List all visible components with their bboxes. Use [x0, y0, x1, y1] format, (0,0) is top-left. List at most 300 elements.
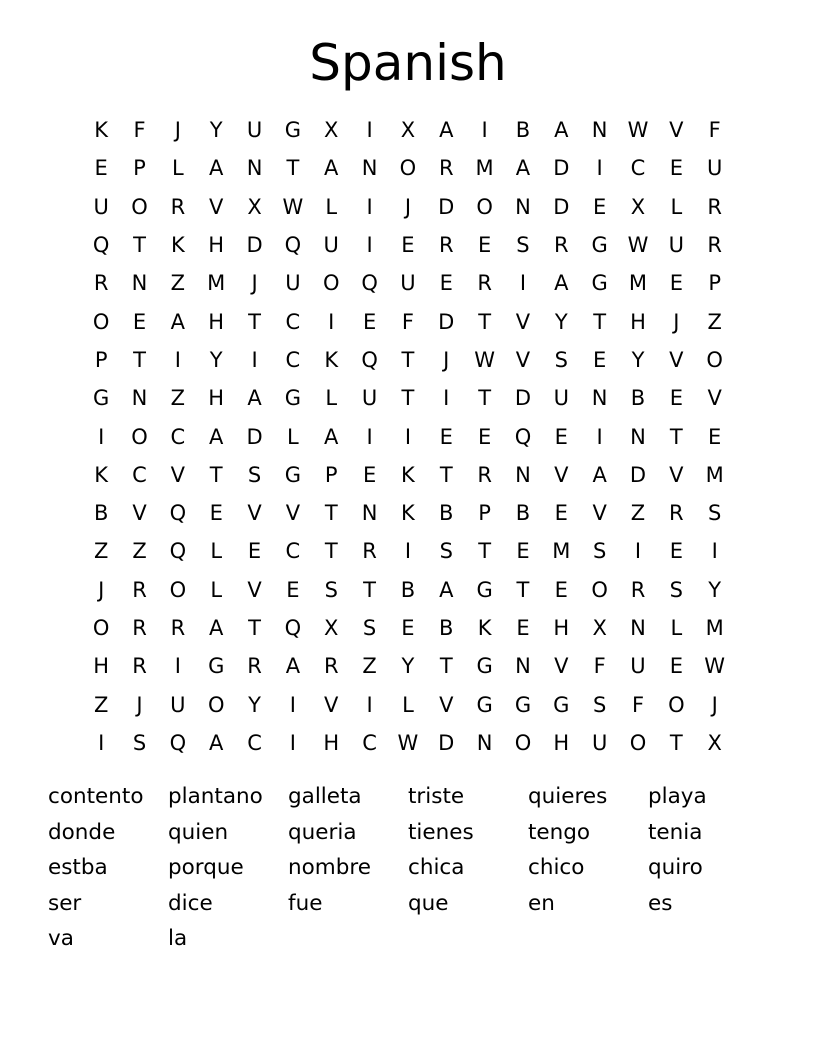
grid-letter: B — [630, 386, 646, 411]
grid-letter: L — [287, 424, 299, 449]
grid-letter: E — [554, 577, 568, 602]
grid-letter: Q — [284, 233, 302, 258]
grid-letter: M — [475, 156, 494, 181]
grid-letter: P — [708, 271, 721, 296]
grid-letter: E — [669, 156, 683, 181]
grid-letter: X — [707, 730, 722, 755]
grid-letter: E — [286, 577, 300, 602]
grid-letter: U — [285, 271, 301, 296]
grid-letter: X — [400, 118, 416, 143]
grid-letter: U — [591, 730, 608, 755]
grid-letter: W — [627, 233, 649, 258]
grid-letter: I — [98, 424, 105, 449]
grid-letter: E — [401, 233, 415, 258]
word-search-grid — [82, 111, 734, 762]
grid-letter: K — [170, 233, 185, 258]
grid-letter: E — [362, 462, 377, 487]
grid-letter: A — [554, 271, 569, 296]
grid-letter: R — [323, 654, 339, 679]
grid-letter: O — [591, 577, 608, 602]
grid-letter: T — [133, 233, 146, 258]
grid-letter: T — [669, 730, 683, 755]
grid-letter: R — [630, 577, 646, 602]
grid-letter: G — [476, 654, 493, 679]
grid-letter: D — [629, 462, 647, 487]
grid-letter: Y — [248, 692, 261, 717]
grid-letter: S — [247, 462, 262, 487]
grid-letter: G — [208, 654, 225, 679]
grid-letter: T — [478, 539, 492, 564]
grid-letter: T — [401, 386, 415, 411]
grid-row — [82, 724, 734, 762]
grid-letter: Z — [132, 539, 147, 564]
grid-letter: T — [363, 577, 376, 602]
grid-letter: M — [207, 271, 226, 296]
word-list-item: tenia — [648, 819, 703, 845]
grid-letter: O — [207, 692, 225, 717]
grid-letter: N — [591, 386, 608, 411]
grid-letter: N — [131, 386, 148, 411]
grid-letter: I — [251, 347, 258, 372]
grid-letter: F — [593, 654, 606, 679]
grid-letter: V — [324, 692, 339, 717]
grid-letter: U — [361, 386, 378, 411]
grid-letter: O — [322, 271, 340, 296]
grid-letter: Z — [362, 654, 377, 679]
grid-letter: T — [439, 462, 453, 487]
grid-letter: L — [402, 692, 414, 717]
grid-letter: H — [553, 730, 570, 755]
grid-letter: G — [284, 462, 302, 487]
grid-row — [82, 188, 734, 226]
grid-letter: R — [132, 616, 147, 640]
grid-letter: R — [132, 654, 147, 679]
grid-letter: E — [439, 271, 453, 296]
grid-letter: S — [132, 730, 147, 755]
grid-letter: C — [285, 309, 301, 334]
grid-letter: V — [515, 309, 531, 334]
grid-letter: J — [711, 692, 718, 717]
grid-letter: V — [707, 386, 722, 411]
word-list-item: ser — [48, 890, 82, 916]
grid-letter: D — [246, 424, 263, 449]
grid-letter: O — [92, 309, 110, 334]
grid-letter: V — [669, 462, 684, 487]
grid-letter: C — [285, 347, 301, 372]
grid-row — [82, 341, 734, 379]
grid-letter: R — [132, 577, 147, 602]
grid-letter: I — [596, 156, 603, 181]
grid-letter: D — [438, 309, 455, 334]
word-list-item: que — [408, 890, 449, 916]
grid-letter: E — [209, 501, 223, 526]
grid-row — [82, 532, 734, 570]
grid-letter: L — [670, 616, 683, 640]
grid-letter: P — [94, 347, 108, 372]
grid-letter: Q — [169, 730, 187, 755]
grid-letter: K — [401, 501, 415, 526]
grid-letter: L — [210, 539, 223, 564]
grid-row — [82, 379, 734, 417]
grid-letter: S — [516, 233, 530, 258]
grid-letter: X — [324, 118, 339, 143]
word-list-item: dice — [168, 890, 213, 916]
grid-letter: A — [515, 156, 531, 181]
grid-letter: G — [284, 118, 302, 143]
grid-letter: P — [478, 501, 491, 526]
grid-letter: S — [669, 577, 683, 602]
grid-letter: E — [669, 271, 683, 296]
grid-letter: N — [361, 501, 378, 526]
grid-letter: J — [136, 692, 143, 717]
grid-letter: Z — [707, 309, 722, 334]
grid-letter: R — [707, 194, 722, 219]
grid-row — [82, 264, 734, 302]
grid-letter: B — [93, 501, 109, 526]
grid-letter: U — [323, 233, 339, 258]
grid-letter: B — [439, 501, 454, 526]
grid-letter: E — [247, 539, 262, 564]
word-list-item: quiro — [648, 855, 703, 881]
grid-letter: W — [627, 118, 649, 143]
grid-letter: I — [289, 730, 296, 755]
grid-row — [82, 302, 734, 340]
grid-letter: I — [404, 424, 412, 449]
grid-letter: A — [209, 424, 224, 449]
grid-letter: R — [669, 501, 684, 526]
word-list-item: quien — [168, 819, 229, 845]
grid-letter: E — [593, 347, 607, 372]
grid-letter: A — [592, 462, 607, 487]
word-list-item: plantano — [168, 784, 263, 809]
grid-letter: U — [246, 118, 263, 143]
grid-letter: O — [169, 577, 187, 602]
grid-letter: G — [591, 271, 608, 296]
grid-letter: O — [629, 730, 647, 755]
word-list-item: fue — [288, 890, 323, 916]
grid-letter: V — [247, 577, 262, 602]
grid-letter: C — [132, 462, 147, 487]
grid-letter: Z — [170, 271, 186, 296]
grid-letter: F — [708, 118, 721, 143]
grid-letter: T — [324, 539, 338, 564]
grid-letter: W — [397, 730, 419, 755]
grid-letter: A — [324, 424, 339, 449]
grid-letter: R — [477, 462, 492, 487]
grid-letter: I — [481, 118, 488, 143]
word-list-item: porque — [168, 855, 244, 881]
grid-letter: X — [630, 194, 646, 219]
grid-letter: O — [668, 692, 685, 717]
grid-letter: I — [366, 424, 373, 449]
grid-letter: I — [174, 347, 181, 372]
grid-row — [82, 111, 734, 149]
grid-letter: W — [474, 347, 495, 372]
grid-letter: A — [324, 156, 339, 181]
grid-row — [82, 685, 734, 723]
grid-letter: I — [519, 271, 527, 296]
grid-letter: Z — [630, 501, 646, 526]
word-list-item: la — [168, 926, 188, 952]
grid-letter: V — [669, 347, 684, 372]
grid-letter: V — [669, 118, 684, 143]
grid-letter: E — [477, 424, 492, 449]
grid-letter: E — [132, 309, 147, 334]
grid-letter: I — [174, 654, 181, 679]
grid-letter: T — [669, 424, 683, 449]
grid-letter: K — [94, 462, 109, 487]
word-list-item: quieres — [528, 784, 608, 809]
word-list-item: nombre — [288, 855, 371, 881]
grid-letter: L — [172, 156, 184, 181]
grid-letter: V — [515, 347, 531, 372]
grid-letter: I — [711, 539, 718, 564]
grid-letter: A — [285, 654, 301, 679]
grid-letter: P — [324, 462, 338, 487]
grid-letter: B — [400, 577, 416, 602]
grid-letter: L — [670, 194, 683, 219]
grid-letter: A — [170, 309, 186, 334]
grid-letter: H — [630, 309, 646, 334]
grid-letter: N — [476, 730, 493, 755]
grid-letter: K — [324, 347, 339, 372]
grid-letter: N — [630, 616, 646, 640]
grid-letter: Y — [554, 309, 568, 334]
grid-letter: R — [170, 616, 186, 640]
grid-letter: R — [707, 233, 722, 258]
grid-letter: R — [477, 271, 492, 296]
grid-letter: Q — [92, 233, 110, 258]
grid-letter: T — [209, 462, 223, 487]
grid-letter: T — [324, 501, 338, 526]
word-list-item: tienes — [408, 819, 474, 845]
word-list-item: va — [48, 926, 74, 952]
grid-letter: A — [209, 616, 224, 640]
grid-letter: V — [247, 501, 262, 526]
grid-letter: D — [553, 194, 570, 219]
word-list-item: contento — [48, 784, 144, 809]
grid-letter: U — [630, 654, 646, 679]
grid-letter: F — [631, 692, 645, 717]
grid-letter: L — [325, 194, 338, 219]
grid-letter: H — [208, 386, 225, 411]
grid-letter: C — [247, 730, 262, 755]
grid-letter: I — [634, 539, 642, 564]
word-list-item: playa — [648, 784, 707, 809]
grid-letter: K — [477, 616, 492, 640]
grid-letter: M — [628, 271, 648, 296]
grid-letter: I — [366, 233, 373, 258]
grid-letter: T — [401, 347, 415, 372]
grid-letter: W — [704, 654, 726, 679]
grid-letter: F — [133, 118, 146, 143]
grid-letter: V — [132, 501, 147, 526]
grid-letter: Q — [361, 347, 378, 372]
grid-row — [82, 417, 734, 455]
grid-letter: E — [669, 386, 683, 411]
word-list-item: queria — [288, 819, 357, 845]
grid-letter: C — [170, 424, 186, 449]
grid-letter: N — [630, 424, 646, 449]
word-list-item: donde — [48, 819, 116, 845]
grid-letter: M — [552, 539, 571, 564]
grid-letter: U — [400, 271, 416, 296]
grid-letter: U — [553, 386, 569, 411]
grid-letter: E — [669, 654, 683, 679]
grid-letter: N — [515, 462, 531, 487]
grid-letter: V — [592, 501, 607, 526]
grid-letter: A — [554, 118, 569, 143]
grid-letter: J — [404, 194, 412, 219]
grid-letter: J — [251, 271, 258, 296]
grid-letter: V — [209, 194, 224, 219]
grid-letter: R — [438, 233, 454, 258]
grid-letter: X — [324, 616, 339, 640]
grid-letter: E — [593, 194, 607, 219]
grid-letter: S — [554, 347, 568, 372]
grid-letter: Z — [93, 539, 109, 564]
word-list-item: en — [528, 890, 555, 916]
grid-letter: B — [515, 501, 531, 526]
grid-letter: E — [669, 539, 683, 564]
grid-letter: T — [248, 616, 261, 640]
grid-letter: H — [93, 654, 110, 679]
grid-letter: U — [706, 156, 723, 181]
grid-letter: I — [328, 309, 335, 334]
page-title: Spanish — [309, 34, 507, 92]
word-list-item: triste — [408, 784, 465, 809]
grid-letter: E — [362, 309, 377, 334]
grid-row — [82, 571, 734, 609]
grid-letter: N — [246, 156, 263, 181]
grid-letter: J — [673, 309, 680, 334]
grid-letter: I — [596, 424, 603, 449]
grid-letter: E — [554, 424, 568, 449]
grid-letter: H — [208, 233, 225, 258]
grid-letter: G — [514, 692, 532, 717]
grid-letter: Y — [631, 347, 645, 372]
grid-letter: O — [399, 156, 417, 181]
grid-letter: I — [98, 730, 105, 755]
grid-letter: G — [284, 386, 302, 411]
grid-letter: L — [325, 386, 338, 411]
grid-letter: A — [247, 386, 262, 411]
grid-letter: C — [630, 156, 646, 181]
grid-letter: J — [443, 347, 450, 372]
grid-letter: O — [706, 347, 723, 372]
grid-letter: Q — [514, 424, 532, 449]
grid-letter: T — [593, 309, 607, 334]
word-list-item: chico — [528, 855, 585, 881]
grid-letter: R — [362, 539, 377, 564]
grid-letter: R — [438, 156, 454, 181]
grid-letter: A — [439, 577, 454, 602]
grid-letter: T — [133, 347, 146, 372]
grid-letter: G — [553, 692, 570, 717]
grid-letter: E — [516, 616, 530, 640]
grid-letter: T — [478, 386, 492, 411]
grid-letter: E — [708, 424, 722, 449]
grid-letter: A — [439, 118, 454, 143]
grid-letter: C — [362, 730, 377, 755]
word-list-item: es — [648, 890, 673, 916]
grid-letter: N — [591, 118, 608, 143]
grid-letter: K — [401, 462, 415, 487]
grid-letter: I — [289, 692, 296, 717]
grid-letter: D — [553, 156, 570, 181]
grid-row — [82, 494, 734, 532]
grid-letter: A — [209, 156, 224, 181]
grid-letter: D — [514, 386, 532, 411]
grid-letter: D — [438, 730, 455, 755]
grid-row — [82, 226, 734, 264]
grid-letter: G — [476, 692, 493, 717]
grid-letter: S — [362, 616, 377, 640]
grid-letter: Y — [708, 577, 722, 602]
grid-letter: S — [592, 692, 607, 717]
grid-letter: Z — [170, 386, 186, 411]
grid-letter: D — [438, 194, 455, 219]
grid-letter: I — [366, 692, 373, 717]
grid-row — [82, 647, 734, 685]
grid-letter: H — [208, 309, 225, 334]
grid-letter: E — [554, 501, 568, 526]
grid-letter: O — [514, 730, 532, 755]
grid-letter: E — [439, 424, 453, 449]
grid-letter: T — [248, 309, 261, 334]
grid-letter: A — [209, 730, 224, 755]
grid-letter: I — [443, 386, 450, 411]
grid-letter: M — [705, 462, 724, 487]
grid-letter: Q — [361, 271, 378, 296]
grid-letter: B — [515, 118, 531, 143]
grid-letter: Y — [209, 347, 223, 372]
grid-letter: B — [439, 616, 454, 640]
word-list-item: tengo — [528, 819, 591, 845]
grid-letter: V — [554, 654, 569, 679]
grid-letter: S — [708, 501, 722, 526]
grid-letter: I — [366, 194, 373, 219]
word-list-item: galleta — [288, 784, 362, 809]
grid-letter: Y — [401, 654, 415, 679]
grid-letter: G — [591, 233, 608, 258]
grid-letter: U — [668, 233, 685, 258]
grid-letter: H — [553, 616, 570, 640]
grid-letter: D — [246, 233, 263, 258]
grid-letter: X — [592, 616, 607, 640]
grid-letter: R — [170, 194, 186, 219]
grid-letter: R — [247, 654, 262, 679]
grid-letter: P — [133, 156, 146, 181]
word-list — [48, 779, 768, 957]
grid-letter: T — [286, 156, 300, 181]
grid-letter: U — [93, 194, 109, 219]
grid-letter: U — [170, 692, 186, 717]
grid-letter: R — [554, 233, 569, 258]
grid-letter: K — [94, 118, 109, 143]
grid-letter: V — [285, 501, 301, 526]
grid-row — [82, 149, 734, 187]
grid-letter: T — [439, 654, 453, 679]
grid-letter: V — [554, 462, 569, 487]
grid-letter: G — [476, 577, 493, 602]
grid-letter: O — [92, 616, 110, 640]
word-list-item: chica — [408, 855, 465, 881]
grid-letter: E — [94, 156, 108, 181]
grid-letter: E — [401, 616, 415, 640]
grid-letter: Y — [209, 118, 223, 143]
grid-letter: X — [247, 194, 262, 219]
